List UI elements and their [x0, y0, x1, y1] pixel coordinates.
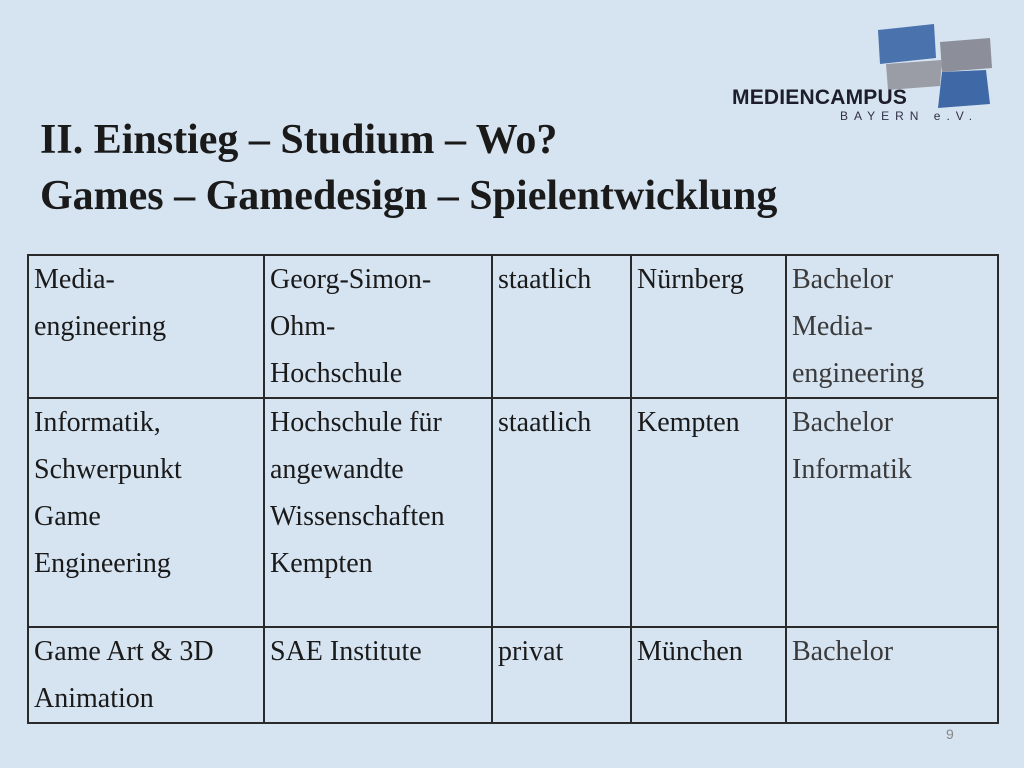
title-line-2: Games – Gamedesign – Spielentwicklung — [40, 173, 778, 219]
study-programs-table — [27, 254, 999, 724]
program-cell: Media- engineering — [28, 255, 264, 398]
city-cell: Kempten — [631, 398, 786, 627]
institution-cell: Georg-Simon- Ohm- Hochschule — [264, 255, 492, 398]
degree-cell: Bachelor Media- engineering — [786, 255, 998, 398]
program-cell: Informatik, Schwerpunkt Game Engineering — [28, 398, 264, 627]
table-row — [28, 255, 998, 398]
page-number: 9 — [946, 726, 954, 742]
table-row — [28, 398, 998, 627]
city-cell: München — [631, 627, 786, 723]
type-cell: staatlich — [492, 398, 631, 627]
program-cell: Game Art & 3D Animation — [28, 627, 264, 723]
degree-cell: Bachelor — [786, 627, 998, 723]
type-cell: privat — [492, 627, 631, 723]
table-row — [28, 627, 998, 723]
title-line-1: II. Einstieg – Studium – Wo? — [40, 117, 558, 163]
institution-cell: Hochschule für angewandte Wissenschaften Kempten — [264, 398, 492, 627]
logo-subtitle: BAYERN e.V. — [840, 109, 979, 123]
slide-title — [40, 112, 777, 224]
logo-name: MEDIENCAMPUS — [732, 86, 908, 109]
city-cell: Nürnberg — [631, 255, 786, 398]
degree-cell: Bachelor Informatik — [786, 398, 998, 627]
type-cell: staatlich — [492, 255, 631, 398]
institution-cell: SAE Institute — [264, 627, 492, 723]
